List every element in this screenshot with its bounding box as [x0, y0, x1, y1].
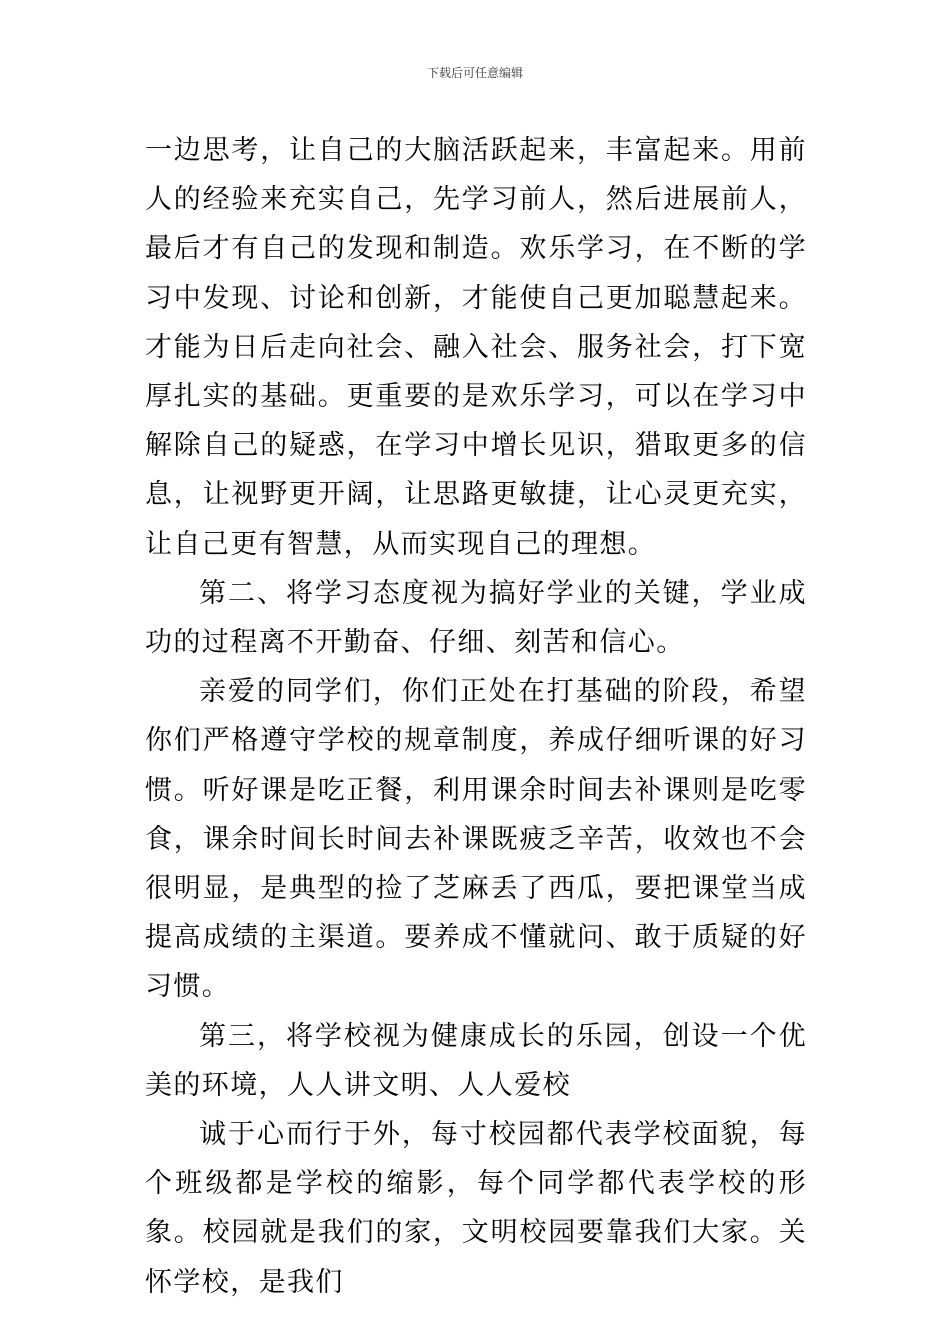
- page-header: 下载后可任意编辑: [426, 66, 523, 80]
- document-body: [145, 126, 807, 1307]
- paragraph-4: 第三，将学校视为健康成长的乐园，创设一个优美的环境，人人讲文明、人人爱校: [145, 1020, 807, 1101]
- paragraph-2: 第二、将学习态度视为搞好学业的关键，学业成功的过程离不开勤奋、仔细、刻苦和信心。: [145, 577, 807, 659]
- paragraph-5: 诚于心而行于外，每寸校园都代表学校面貌，每个班级都是学校的缩影，每个同学都代表学校的形象。校园就是我们的家，文明校园要靠我们大家。关怀学校，是我们: [145, 1119, 807, 1298]
- paragraph-1: 一边思考，让自己的大脑活跃起来，丰富起来。用前人的经验来充实自己，先学习前人，然后进展前人，最后才有自己的发现和制造。欢乐学习，在不断的学习中发现、讨论和创新，才能使自己更加聪慧起来。才能为日后走向社会、融入社会、服务社会，打下宽厚扎实的基础。更重要的是欢乐学习，可以在学习中解除自己的疑惑，在学习中增长见识，猎取更多的信息，让视野更开阔，让思路更敏捷，让心灵更充实，让自己更有智慧，从而实现自己的理想。: [145, 135, 807, 560]
- paragraph-3: 亲爱的同学们，你们正处在打基础的阶段，希望你们严格遵守学校的规章制度，养成仔细听课的好习惯。听好课是吃正餐，利用课余时间去补课则是吃零食，课余时间长时间去补课既疲乏辛苦，收效也不会很明显，是典型的捡了芝麻丢了西瓜，要把课堂当成提高成绩的主渠道。要养成不懂就问、敢于质疑的好习惯。: [145, 676, 807, 1003]
